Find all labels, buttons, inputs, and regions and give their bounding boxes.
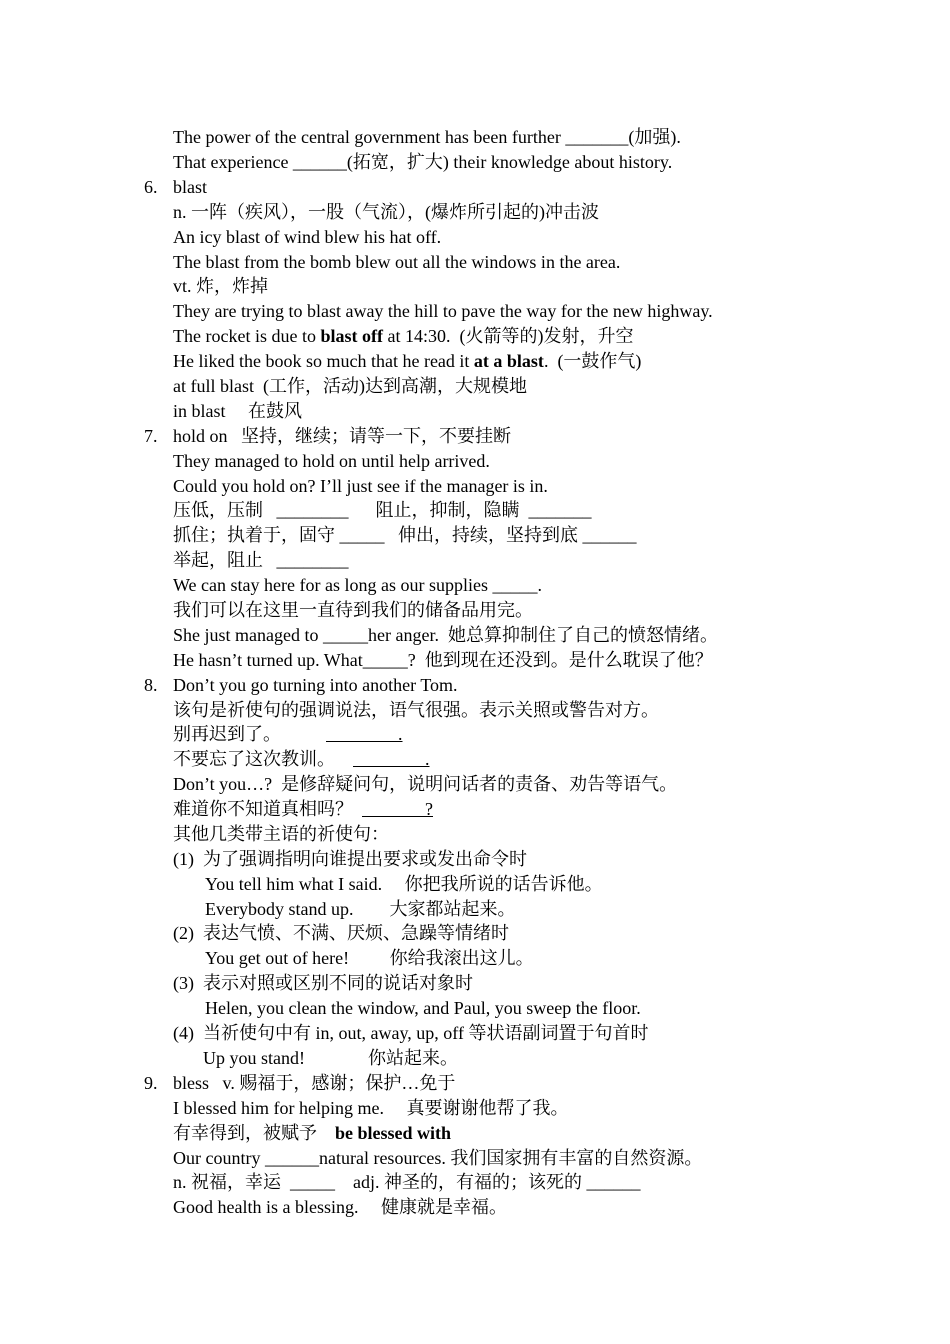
item-heading: Don’t you go turning into another Tom. [173,675,458,695]
text-line: They are trying to blast away the hill to pave the way for the new highway. [173,301,713,321]
text-segment: The rocket is due to [173,326,321,346]
text-line: n. 一阵（疾风），一股（气流），(爆炸所引起的)冲击波 [173,202,599,222]
text-line: Don’t you…? 是修辞疑问句，说明问话者的责备、劝告等语气。 [173,774,678,794]
text-line: Could you hold on? I’ll just see if the manager is in. [173,476,548,496]
text-segment: He liked the book so much that he read it [173,351,474,371]
text-line: 压低，压制 ________ 阻止，抑制，隐瞒 _______ [173,500,592,520]
text-segment: at 14:30. (火箭等的)发射，升空 [382,326,634,346]
sub-heading: 表示对照或区别不同的说话对象时 [203,973,473,993]
item-number: 6. [144,177,158,197]
item-heading: hold on 坚持，继续；请等一下，不要挂断 [173,426,511,446]
answer-blank: . [353,749,430,769]
text-line [173,1121,451,1146]
text-line: They managed to hold on until help arrived. [173,451,490,471]
item-number: 7. [144,426,158,446]
bold-phrase: at a blast [473,351,544,371]
text-line: An icy blast of wind blew his hat off. [173,227,442,247]
text-line: Our country ______natural resources. 我们国家拥有丰富的自然资源。 [173,1148,703,1168]
text-line: You tell him what I said. 你把我所说的话告诉他。 [205,874,603,894]
text-line: We can stay here for as long as our supplies _____. [173,575,542,595]
text-line: 该句是祈使句的强调说法，语气很强。表示关照或警告对方。 [173,700,659,720]
text-line: 抓住；执着于，固守 _____ 伸出，持续，坚持到底 ______ [173,525,637,545]
sub-heading: 为了强调指明向谁提出要求或发出命令时 [203,849,527,869]
text-line: I blessed him for helping me. 真要谢谢他帮了我。 [173,1098,569,1118]
text-line: Up you stand! 你站起来。 [203,1048,458,1068]
text-line: vt. 炸，炸掉 [173,276,269,296]
text-line: The power of the central government has been further _______(加强). [173,127,681,147]
text-line: He hasn’t turned up. What_____? 他到现在还没到。是什么耽误了他？ [173,650,713,670]
text-line: The blast from the bomb blew out all the windows in the area. [173,252,621,272]
bold-phrase: be blessed with [335,1123,452,1143]
sub-heading: 表达气愤、不满、厌烦、急躁等情绪时 [203,923,509,943]
bold-phrase: blast off [320,326,383,346]
text-segment: 难道你不知道真相吗？ [173,799,362,819]
sub-heading: 当祈使句中有 in, out, away, up, off 等状语副词置于句首时 [203,1023,649,1043]
text-line: That experience ______(拓宽，扩大) their knowledge about history. [173,152,673,172]
item-heading: bless v. 赐福于，感谢；保护…免于 [173,1073,456,1093]
item-heading: blast [173,177,207,197]
text-segment: 有幸得到，被赋予 [173,1123,335,1143]
text-line: 我们可以在这里一直待到我们的储备品用完。 [173,600,533,620]
text-line [173,324,633,349]
text-line [173,747,430,772]
text-line: She just managed to _____her anger. 她总算抑制住了自己的愤怒情绪。 [173,625,718,645]
sub-number: (1) [173,849,194,869]
text-line: Good health is a blessing. 健康就是幸福。 [173,1197,507,1217]
text-line [173,349,641,374]
item-number: 9. [144,1073,158,1093]
answer-blank: ? [362,799,433,819]
text-line: 其他几类带主语的祈使句： [173,824,389,844]
text-line [173,797,433,822]
answer-blank: . [326,724,403,744]
text-segment: 别再迟到了。 [173,724,326,744]
text-line: Helen, you clean the window, and Paul, you sweep the floor. [205,998,641,1018]
sub-number: (3) [173,973,194,993]
text-line: at full blast (工作，活动)达到高潮，大规模地 [173,376,527,396]
text-segment: . (一鼓作气) [543,351,642,371]
text-line: n. 祝福，幸运 _____ adj. 神圣的，有福的；该死的 ______ [173,1172,641,1192]
text-line: in blast 在鼓风 [173,401,302,421]
text-line [173,722,403,747]
sub-number: (4) [173,1023,194,1043]
text-line: You get out of here! 你给我滚出这儿。 [205,948,534,968]
text-segment: 不要忘了这次教训。 [173,749,353,769]
text-line: 举起，阻止 ________ [173,550,349,570]
sub-number: (2) [173,923,194,943]
text-line: Everybody stand up. 大家都站起来。 [205,899,516,919]
item-number: 8. [144,675,158,695]
